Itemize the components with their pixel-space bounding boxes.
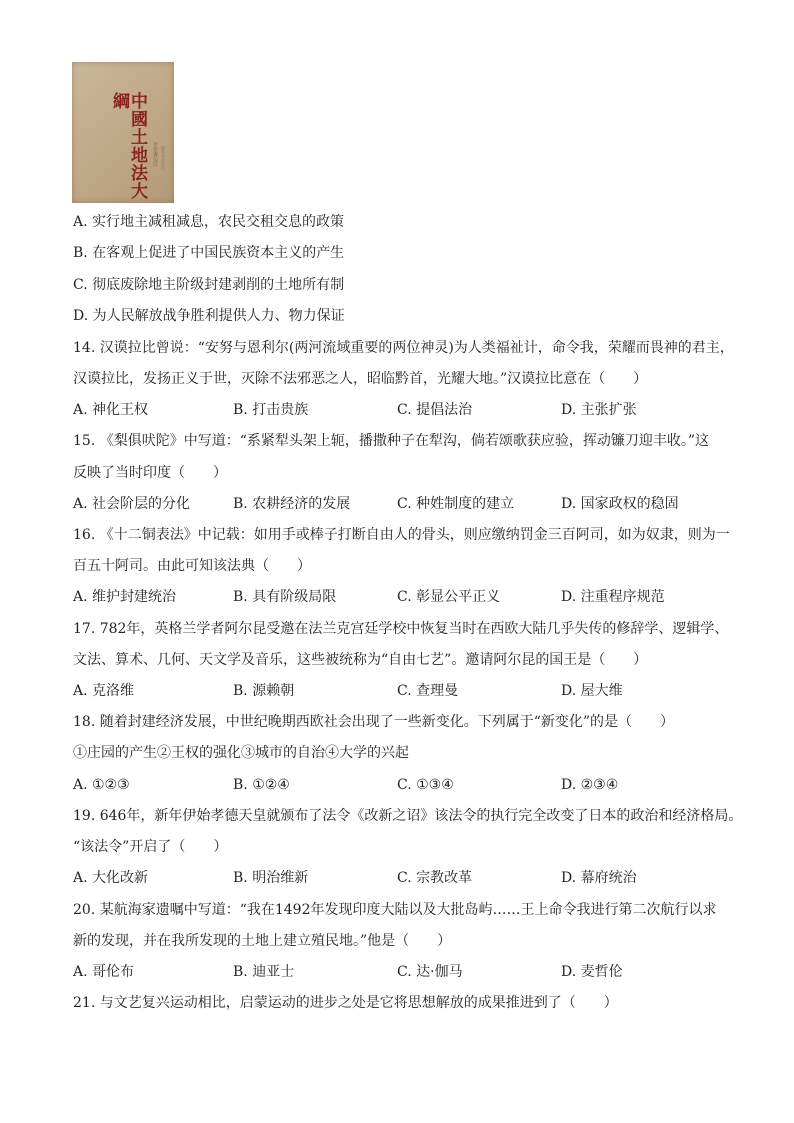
q15-option-c: C. 种姓制度的建立 [397,496,515,512]
book-title: 中國土地法大綱 [109,92,147,200]
q18-option-d: D. ②③④ [561,777,619,793]
q19-stem-line-1: 19. 646年，新年伊始孝德天皇就颁布了法令《改新之诏》该法令的执行完全改变了日本的政治和经济格局。 [73,808,743,824]
q14-option-b: B. 打击贵族 [233,402,309,418]
q20-stem-line-1: 20. 某航海家遗嘱中写道：“我在1492年发现印度大陆以及大批岛屿……王上命令我进行第二次航行以求 [73,902,717,918]
q20-option-c: C. 达·伽马 [397,964,463,980]
q17-option-b: B. 源赖朝 [233,683,295,699]
q15-options [73,495,733,513]
q21-stem-line-1: 21. 与文艺复兴运动相比，启蒙运动的进步之处是它将思想解放的成果推进到了（ ） [73,995,618,1011]
land-law-book-cover-image [72,62,174,203]
q15-option-d: D. 国家政权的稳固 [561,496,679,512]
q19-stem-line-2: “该法令”开启了（ ） [73,839,228,855]
book-publisher: 晋察冀边区 [152,142,158,167]
q14-stem-line-1: 14. 汉谟拉比曾说：“安努与恩利尔(两河流域重要的两位神灵)为人类福祉计，命令我，荣耀而畏神的君主， [73,340,734,356]
q16-stem-line-2: 百五十阿司。由此可知该法典（ ） [73,558,311,574]
q17-option-d: D. 屋大维 [561,683,623,699]
q20-option-b: B. 迪亚士 [233,964,295,980]
q16-options [73,588,733,606]
q20-option-d: D. 麦哲伦 [561,964,623,980]
q18-option-b: B. ①②④ [233,777,290,793]
q13-option-c: C. 彻底废除地主阶级封建剥削的土地所有制 [73,277,345,293]
q19-options [73,869,733,887]
q15-option-a: A. 社会阶层的分化 [73,496,191,512]
q16-option-c: C. 彰显公平正义 [397,589,501,605]
q16-option-a: A. 维护封建统治 [73,589,177,605]
q17-options [73,682,733,700]
q19-option-c: C. 宗教改革 [397,870,473,886]
q14-option-d: D. 主张扩张 [561,402,637,418]
q16-stem-line-1: 16. 《十二铜表法》中记载：如用手或棒子打断自由人的骨头，则应缴纳罚金三百阿司，如为奴隶，则为一 [73,527,730,543]
q14-options [73,401,733,419]
book-publisher-small: 新华书店印行 [161,146,166,170]
q18-option-c: C. ①③④ [397,777,454,793]
q18-stem-line-2: ①庄园的产生②王权的强化③城市的自治④大学的兴起 [73,745,409,761]
q15-stem-line-2: 反映了当时印度（ ） [73,465,227,481]
q18-options [73,776,733,794]
q17-option-c: C. 查理曼 [397,683,459,699]
q20-stem-line-2: 新的发现，并在我所发现的土地上建立殖民地。”他是（ ） [73,933,452,949]
q16-option-b: B. 具有阶级局限 [233,589,337,605]
q13-option-b: B. 在客观上促进了中国民族资本主义的产生 [73,245,345,261]
q19-option-a: A. 大化改新 [73,870,149,886]
q20-option-a: A. 哥伦布 [73,964,135,980]
q13-option-a: A. 实行地主减租减息，农民交租交息的政策 [73,214,345,230]
q19-option-d: D. 幕府统治 [561,870,637,886]
q15-stem-line-1: 15. 《梨俱吠陀》中写道：“系紧犁头架上轭，播撒种子在犁沟，倘若颂歌获应验，挥动镰刀迎丰收。”这 [73,433,710,449]
q14-option-c: C. 提倡法治 [397,402,473,418]
q18-option-a: A. ①②③ [73,777,130,793]
q16-option-d: D. 注重程序规范 [561,589,665,605]
q17-stem-line-2: 文法、算术、几何、天文学及音乐，这些被统称为“自由七艺”。邀请阿尔昆的国王是（ ） [73,652,648,668]
q18-stem-line-1: 18. 随着封建经济发展，中世纪晚期西欧社会出现了一些新变化。下列属于“新变化”的是（ ） [73,714,675,730]
q17-stem-line-1: 17. 782年，英格兰学者阿尔昆受邀在法兰克宫廷学校中恢复当时在西欧大陆几乎失传的修辞学、逻辑学、 [73,621,729,637]
q19-option-b: B. 明治维新 [233,870,309,886]
q14-option-a: A. 神化王权 [73,402,149,418]
q20-options [73,963,733,981]
q15-option-b: B. 农耕经济的发展 [233,496,351,512]
q13-option-d: D. 为人民解放战争胜利提供人力、物力保证 [73,308,345,324]
q14-stem-line-2: 汉谟拉比，发扬正义于世，灭除不法邪恶之人，昭临黔首，光耀大地。”汉谟拉比意在（ ） [73,371,648,387]
q17-option-a: A. 克洛维 [73,683,135,699]
